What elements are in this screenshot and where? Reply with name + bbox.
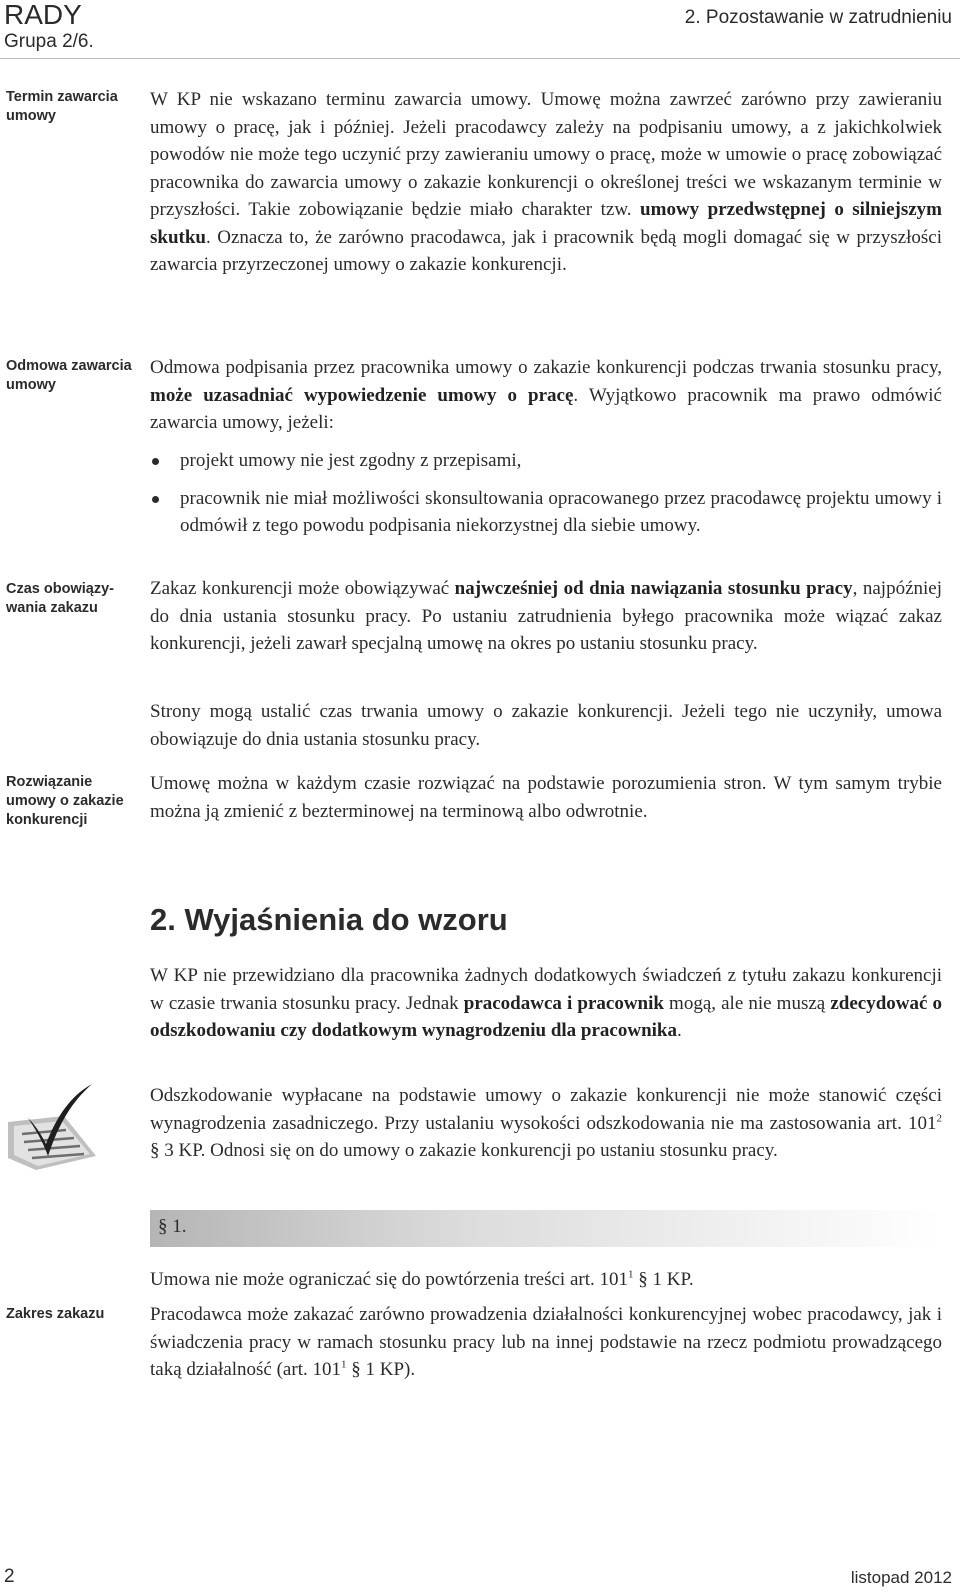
paragraph-wyjasnienia: W KP nie przewidziano dla pracownika żadnych dodatkowych świadczeń z tytułu zakazu konkurencji w czasie trwania stosunku pracy. Jednak pracodawca i pracownik mogą, ale nie muszą zdecydować o odszkodowaniu czy dodatkowym wynagrodzeniu dla pracownika. xyxy=(150,965,943,1041)
bold-phrase: zdecydować o odszkodowaniu czy dodatkowym wynagrodzeniu dla pracownika xyxy=(150,992,943,1041)
paragraph-marker-bar xyxy=(150,1210,942,1247)
paragraph-czas: Zakaz konkurencji może obowiązywać najwcześniej od dnia nawiązania stosunku pracy, najpóźniej do dnia ustania stosunku pracy. Po ustaniu zatrudnienia byłego pracownika może wiązać zakaz konkurencji, jeżeli zawarł specjalną umowę na okres po ustaniu stosunku pracy. xyxy=(150,578,942,654)
bold-phrase: może uzasadniać wypowiedzenie umowy o pracę xyxy=(150,384,574,406)
page-number: 2 xyxy=(4,1566,15,1587)
paragraph-odmowa: Odmowa podpisania przez pracownika umowy o zakazie konkurencji podczas trwania stosunku pracy, może uzasadniać wypowiedzenie umowy o pracę. Wyjątkowo pracownik ma prawo odmówić zawarcia umowy, jeżeli: xyxy=(150,357,942,433)
checkmark-document-icon xyxy=(0,1078,112,1174)
header-left xyxy=(4,0,94,54)
margin-note-zakres: Zakres zakazu xyxy=(6,1306,105,1322)
paragraph-rozwiazanie: Umowę można w każdym czasie rozwiązać na podstawie porozumienia stron. W tym samym trybie można ją zmienić z bezterminowej na terminową albo odwrotnie. xyxy=(150,773,942,822)
issue-date: listopad 2012 xyxy=(850,1568,952,1587)
margin-note-rozwiazanie: Rozwiązanie umowy o zakazie konkurencji xyxy=(6,774,124,828)
list-item: projekt umowy nie jest zgodny z przepisami, xyxy=(150,447,942,475)
header-divider xyxy=(0,58,960,59)
paragraph-strony: Strony mogą ustalić czas trwania umowy o zakazie konkurencji. Jeżeli tego nie uczyniły, umowa obowiązuje do dnia ustania stosunku pracy. xyxy=(150,701,942,750)
bold-phrase: najwcześniej od dnia nawiązania stosunku pracy xyxy=(454,578,853,599)
chapter-title: 2. Pozostawanie w zatrudnieniu xyxy=(684,7,952,28)
list-item: pracownik nie miał możliwości skonsultowania opracowanego przez pracodawcę projektu umowy i odmówił z tego powodu podpisania niekorzystnej dla siebie umowy. xyxy=(150,485,942,540)
publication-group: Grupa 2/6. xyxy=(4,31,94,52)
paragraph-zakres: Pracodawca może zakazać zarówno prowadzenia działalności konkurencyjnej wobec pracodawcy, jak i świadczenia pracy w ramach stosunku pracy lub na innej podstawie na rzecz podmiotu prowadzącego taką działalność (art. $101^1$ § 1 KP). xyxy=(150,1304,942,1380)
bullet-icon xyxy=(152,458,159,465)
paragraph-marker: § 1. xyxy=(158,1216,187,1237)
margin-note-czas: Czas obowiązy-wania zakazu xyxy=(6,581,114,616)
section-heading: 2. Wyjaśnienia do wzoru xyxy=(150,902,508,937)
paragraph-umowa: Umowa nie może ograniczać się do powtórzenia treści art. $101^1$ § 1 KP. xyxy=(150,1268,694,1290)
bold-phrase: pracodawca i pracownik xyxy=(463,992,664,1014)
bullet-icon xyxy=(152,496,159,503)
margin-note-termin: Termin zawarcia umowy xyxy=(6,89,118,124)
bullet-list xyxy=(150,447,942,540)
publication-title: RADY xyxy=(4,0,82,30)
paragraph-odszkodowanie: Odszkodowanie wypłacane na podstawie umowy o zakazie konkurencji nie może stanowić części wynagrodzenia zasadniczego. Przy ustalaniu wysokości odszkodowania nie ma zastosowania art. $101^2$ § 3 KP. Odnosi się on do umowy o zakazie konkurencji po ustaniu stosunku pracy. xyxy=(150,1085,942,1161)
paragraph-termin: W KP nie wskazano terminu zawarcia umowy. Umowę można zawrzeć zarówno przy zawieraniu umowy o pracę, jak i później. Jeżeli pracodawcy zależy na podpisaniu umowy, a z jakichkolwiek powodów nie może tego uczynić przy zawieraniu umowy o pracę, może w umowie o pracę zobowiązać pracownika do zawarcia umowy o zakazie konkurencji o określonej treści we wskazanym terminie w przyszłości. Takie zobowiązanie będzie miało charakter tzw. umowy przedwstępnej o silniejszym skutku. Oznacza to, że zarówno pracodawca, jak i pracownik będą mogli domagać się w przyszłości zawarcia przyrzeczonej umowy o zakazie konkurencji. xyxy=(150,89,943,275)
margin-note-odmowa: Odmowa zawarcia umowy xyxy=(6,358,132,393)
bold-phrase: umowy przedwstępnej o silniejszym skutku xyxy=(150,199,943,248)
